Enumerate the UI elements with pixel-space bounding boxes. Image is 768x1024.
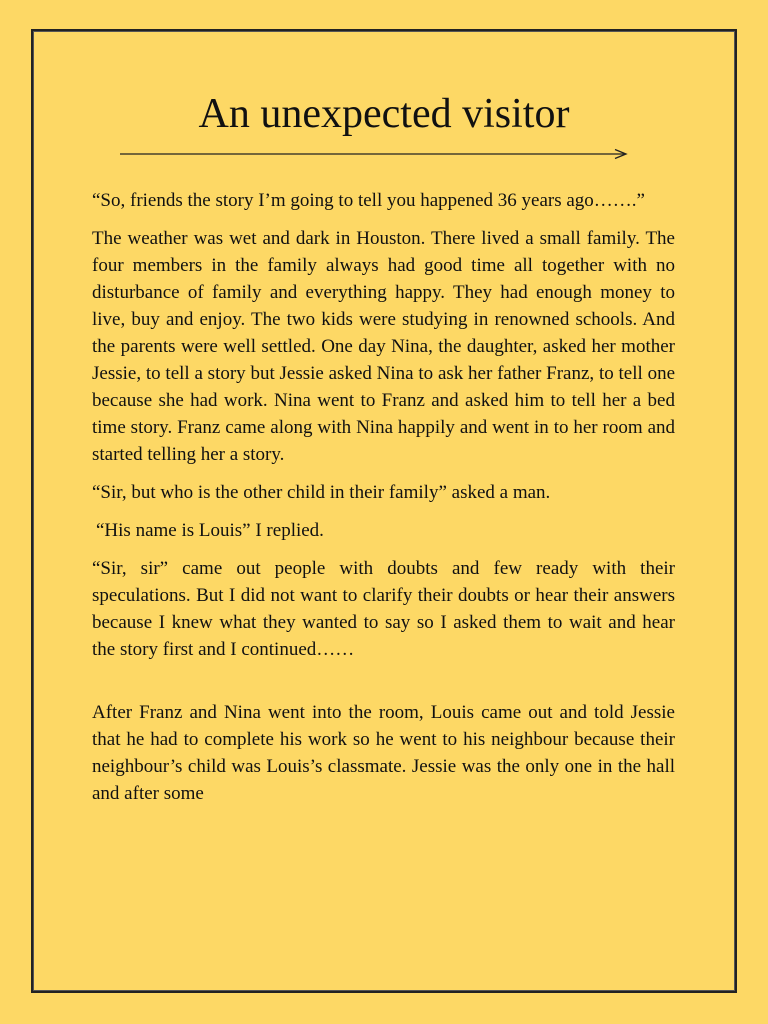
paragraph-opening-quote: “So, friends the story I’m going to tell you happened 36 years ago…….” <box>92 190 645 211</box>
title-underline-arrow <box>120 146 630 162</box>
paragraph-continuation: After Franz and Nina went into the room, Louis came out and told Jessie that he had to complete his work so he went to his neighbour because their neighbour’s child was Louis’s classmate. Jessie was the only one in the hall and after some <box>92 702 675 804</box>
paragraph-doubts: “Sir, sir” came out people with doubts and few ready with their speculations. But I did not want to clarify their doubts or hear their answers because I knew what they wanted to say so I asked them to wait and hear the story first and I continued…… <box>92 558 675 660</box>
paragraph-reply: “His name is Louis” I replied. <box>96 520 324 541</box>
document-title: An unexpected visitor <box>198 91 570 137</box>
story-body <box>92 187 675 818</box>
paragraph-story-setting: The weather was wet and dark in Houston. There lived a small family. The four members in the family always had good time all together with no disturbance of family and everything happy. They had enough money to live, buy and enjoy. The two kids were studying in renowned schools. And the parents were well settled. One day Nina, the daughter, asked her mother Jessie, to tell a story but Jessie asked Nina to ask her father Franz, to tell one because she had work. Nina went to Franz and asked him to tell her a bed time story. Franz came along with Nina happily and went in to her room and started telling her a story. <box>92 228 675 465</box>
paragraph-question: “Sir, but who is the other child in their family” asked a man. <box>92 482 551 503</box>
